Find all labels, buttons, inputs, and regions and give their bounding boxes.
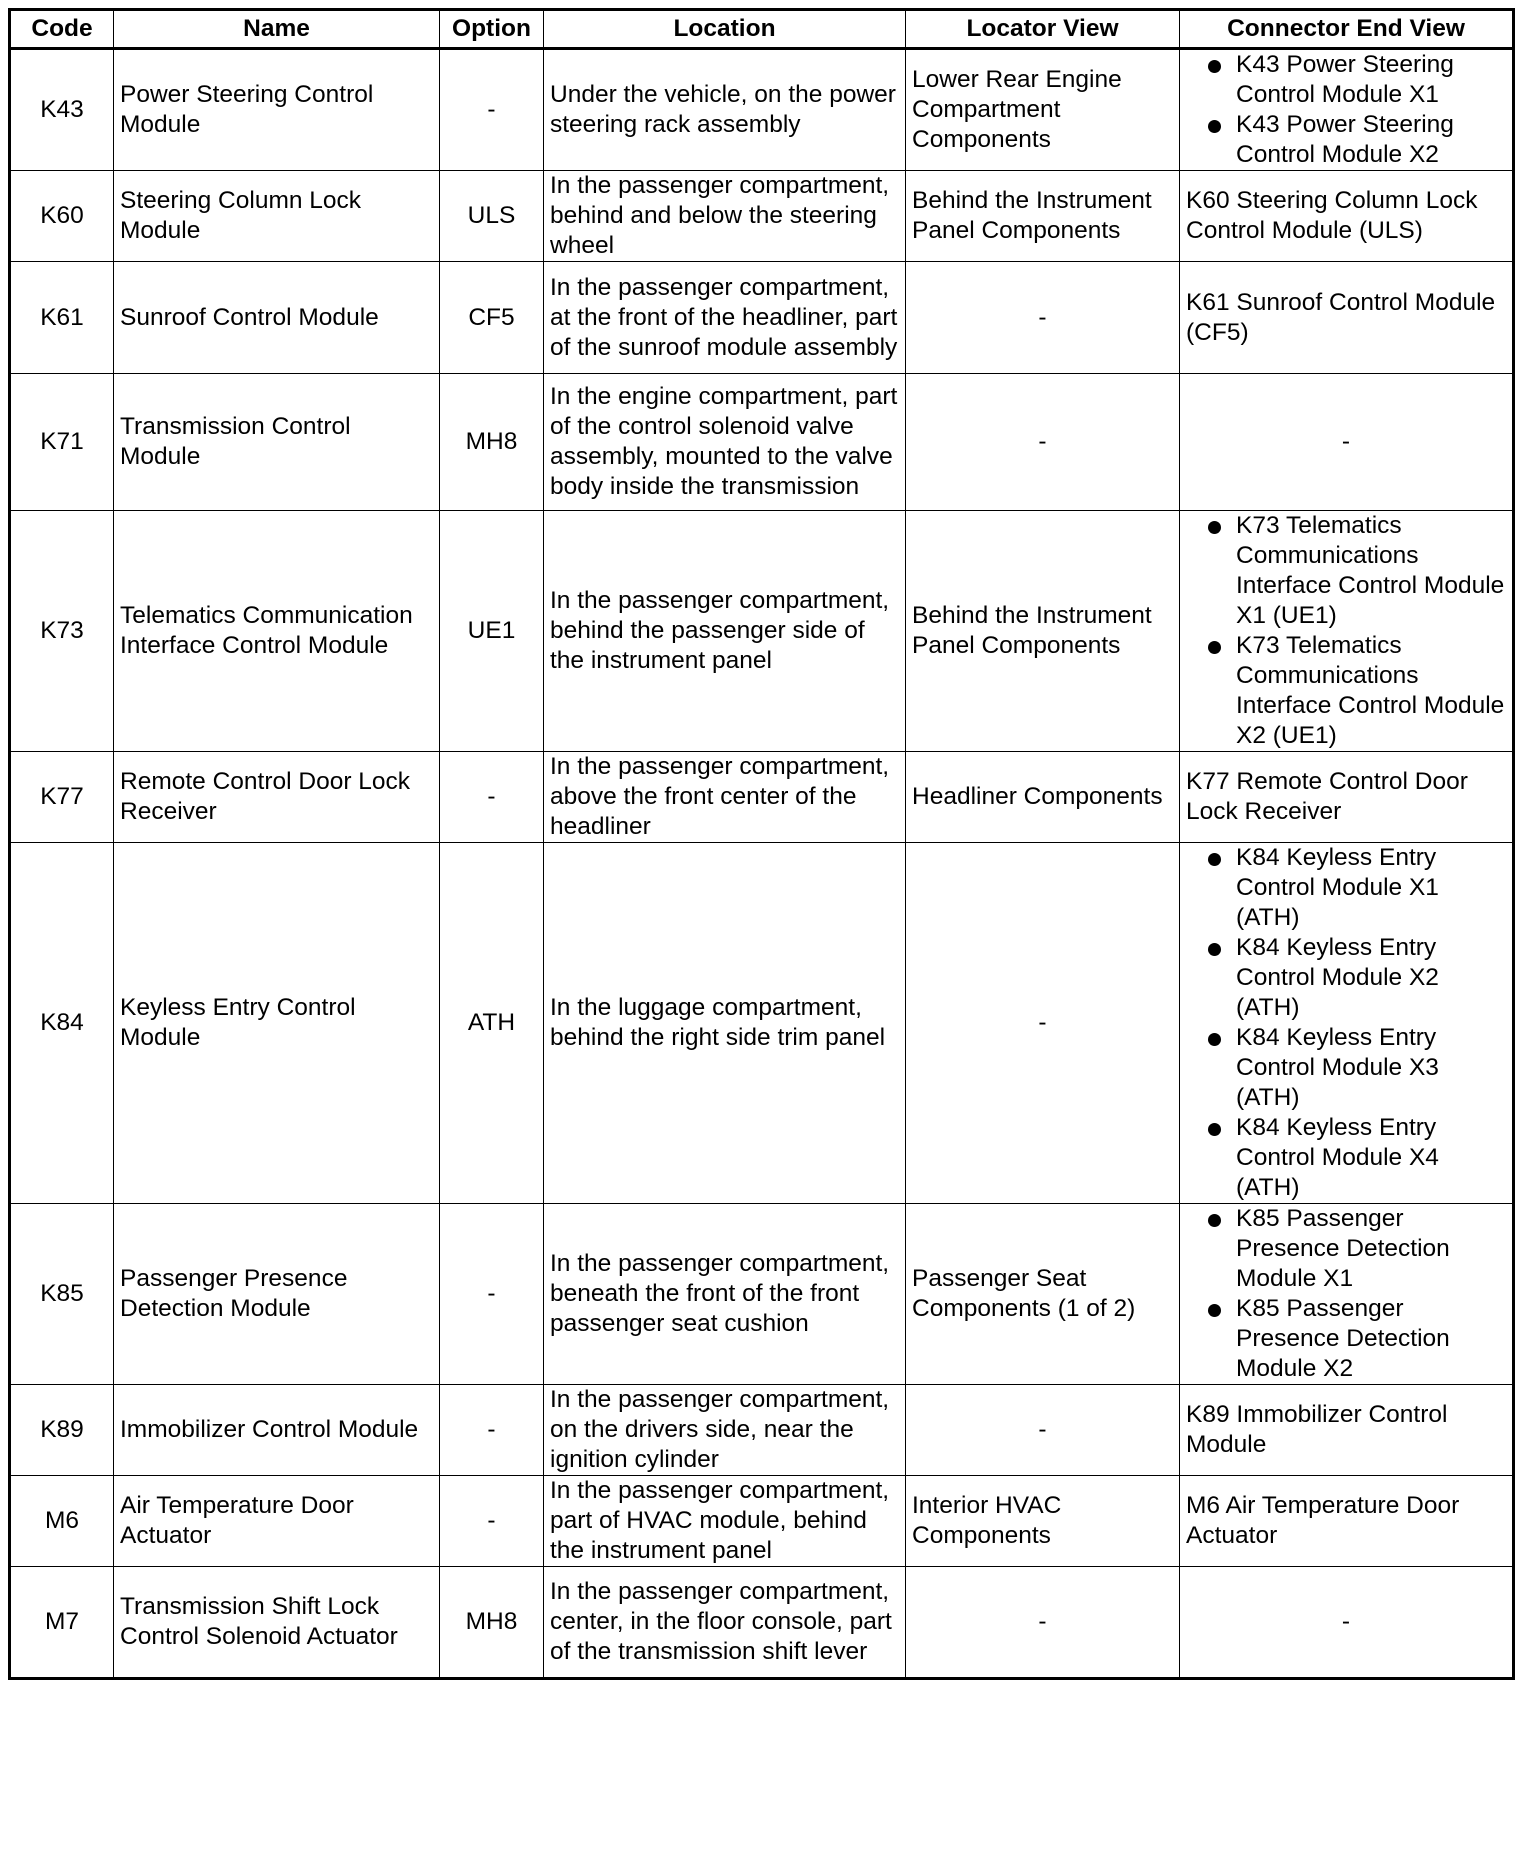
cell-connector-end-view: -: [1180, 374, 1514, 511]
cell-locator-view: Behind the Instrument Panel Components: [906, 171, 1180, 262]
cell-connector-end-view: M6 Air Temperature Door Actuator: [1180, 1476, 1514, 1567]
cell-locator-view: -: [906, 1567, 1180, 1679]
cell-location: In the engine compartment, part of the control solenoid valve assembly, mounted to the valve body inside the transmission: [544, 374, 906, 511]
cell-code: M7: [10, 1567, 114, 1679]
cell-location: In the passenger compartment, center, in the floor console, part of the transmission shift lever: [544, 1567, 906, 1679]
cell-location: In the passenger compartment, beneath the front of the front passenger seat cushion: [544, 1204, 906, 1385]
header-option: Option: [440, 10, 544, 49]
connector-list-item: K43 Power Steering Control Module X2: [1236, 110, 1506, 170]
connector-list: [1186, 1204, 1506, 1384]
cell-connector-end-view: K77 Remote Control Door Lock Receiver: [1180, 752, 1514, 843]
connector-list-item: K73 Telematics Communications Interface Control Module X2 (UE1): [1236, 632, 1505, 749]
cell-connector-end-view: [1180, 843, 1514, 1204]
connector-list: [1186, 50, 1506, 170]
cell-name: Remote Control Door Lock Receiver: [114, 752, 440, 843]
table-row: [10, 49, 1514, 171]
connector-list-item: K84 Keyless Entry Control Module X1 (ATH): [1236, 843, 1506, 933]
connector-list: [1186, 511, 1506, 751]
connector-list-item: K43 Power Steering Control Module X1: [1236, 50, 1506, 110]
cell-locator-view: Passenger Seat Components (1 of 2): [906, 1204, 1180, 1385]
cell-location: In the passenger compartment, on the drivers side, near the ignition cylinder: [544, 1385, 906, 1476]
header-location: Location: [544, 10, 906, 49]
cell-option: MH8: [440, 1567, 544, 1679]
cell-name: Air Temperature Door Actuator: [114, 1476, 440, 1567]
table-header-row: [10, 10, 1514, 49]
connector-list-item: K84 Keyless Entry Control Module X2 (ATH): [1236, 933, 1506, 1023]
cell-locator-view: Lower Rear Engine Compartment Components: [906, 49, 1180, 171]
cell-connector-end-view: K60 Steering Column Lock Control Module (ULS): [1180, 171, 1514, 262]
cell-code: K61: [10, 262, 114, 374]
cell-option: -: [440, 1204, 544, 1385]
cell-name: Steering Column Lock Module: [114, 171, 440, 262]
cell-locator-view: Interior HVAC Components: [906, 1476, 1180, 1567]
table-row: [10, 1567, 1514, 1679]
cell-code: M6: [10, 1476, 114, 1567]
cell-code: K89: [10, 1385, 114, 1476]
table-row: [10, 752, 1514, 843]
table-row: [10, 1204, 1514, 1385]
connector-list-item: K84 Keyless Entry Control Module X3 (ATH): [1236, 1023, 1506, 1113]
cell-name: Transmission Control Module: [114, 374, 440, 511]
cell-locator-view: -: [906, 1385, 1180, 1476]
table-row: [10, 374, 1514, 511]
cell-name: Transmission Shift Lock Control Solenoid Actuator: [114, 1567, 440, 1679]
table-row: [10, 262, 1514, 374]
connector-list-item: K85 Passenger Presence Detection Module X2: [1236, 1294, 1506, 1384]
cell-option: UE1: [440, 511, 544, 752]
component-locator-table: [8, 8, 1515, 1680]
cell-location: In the passenger compartment, above the front center of the headliner: [544, 752, 906, 843]
cell-location: In the passenger compartment, at the front of the headliner, part of the sunroof module assembly: [544, 262, 906, 374]
cell-locator-view: Behind the Instrument Panel Components: [906, 511, 1180, 752]
cell-connector-end-view: -: [1180, 1567, 1514, 1679]
cell-option: -: [440, 752, 544, 843]
table-row: [10, 1476, 1514, 1567]
table-row: [10, 843, 1514, 1204]
cell-locator-view: -: [906, 374, 1180, 511]
table-row: [10, 1385, 1514, 1476]
connector-list: [1186, 843, 1506, 1203]
header-locator-view: Locator View: [906, 10, 1180, 49]
table-row: [10, 171, 1514, 262]
cell-locator-view: -: [906, 843, 1180, 1204]
table-body: [10, 49, 1514, 1679]
cell-connector-end-view: [1180, 511, 1514, 752]
cell-connector-end-view: K89 Immobilizer Control Module: [1180, 1385, 1514, 1476]
cell-option: CF5: [440, 262, 544, 374]
cell-name: Power Steering Control Module: [114, 49, 440, 171]
cell-location: In the passenger compartment, part of HVAC module, behind the instrument panel: [544, 1476, 906, 1567]
cell-location: In the luggage compartment, behind the right side trim panel: [544, 843, 906, 1204]
cell-name: Immobilizer Control Module: [114, 1385, 440, 1476]
cell-code: K71: [10, 374, 114, 511]
cell-option: -: [440, 1385, 544, 1476]
cell-code: K84: [10, 843, 114, 1204]
cell-option: -: [440, 49, 544, 171]
header-connector-end-view: Connector End View: [1180, 10, 1514, 49]
cell-code: K60: [10, 171, 114, 262]
cell-code: K85: [10, 1204, 114, 1385]
cell-option: -: [440, 1476, 544, 1567]
cell-code: K43: [10, 49, 114, 171]
cell-locator-view: Headliner Components: [906, 752, 1180, 843]
cell-code: K77: [10, 752, 114, 843]
cell-connector-end-view: [1180, 49, 1514, 171]
cell-option: ATH: [440, 843, 544, 1204]
connector-list-item: K73 Telematics Communications Interface Control Module X1 (UE1): [1236, 512, 1505, 629]
cell-locator-view: -: [906, 262, 1180, 374]
table-row: [10, 511, 1514, 752]
connector-list-item: K85 Passenger Presence Detection Module X1: [1236, 1204, 1506, 1294]
cell-option: MH8: [440, 374, 544, 511]
cell-option: ULS: [440, 171, 544, 262]
cell-connector-end-view: [1180, 1204, 1514, 1385]
cell-location: Under the vehicle, on the power steering rack assembly: [544, 49, 906, 171]
connector-list-item: K84 Keyless Entry Control Module X4 (ATH): [1236, 1113, 1506, 1203]
header-code: Code: [10, 10, 114, 49]
cell-location: In the passenger compartment, behind the passenger side of the instrument panel: [544, 511, 906, 752]
cell-name: Telematics Communication Interface Control Module: [114, 511, 440, 752]
cell-location: In the passenger compartment, behind and below the steering wheel: [544, 171, 906, 262]
cell-name: Passenger Presence Detection Module: [114, 1204, 440, 1385]
cell-name: Sunroof Control Module: [114, 262, 440, 374]
cell-connector-end-view: K61 Sunroof Control Module (CF5): [1180, 262, 1514, 374]
cell-name: Keyless Entry Control Module: [114, 843, 440, 1204]
header-name: Name: [114, 10, 440, 49]
cell-code: K73: [10, 511, 114, 752]
